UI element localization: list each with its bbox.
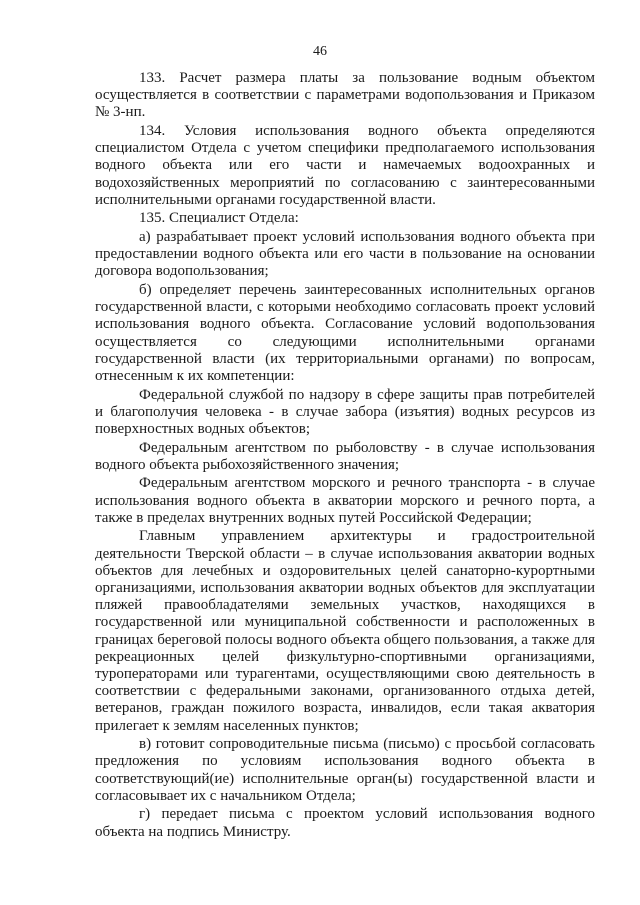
paragraph-133: 133. Расчет размера платы за пользование водным объектом осуществляется в соответствии с параметрами водопользования и Приказом № 3-нп. [95,70,595,121]
page-number: 46 [313,44,327,59]
paragraph-consumer-protection: Федеральной службой по надзору в сфере защиты прав потребителей и благополучия человека - в случае забора (изъятия) водных ресурсов из поверхностных водных объектов; [95,386,595,438]
paragraph-134: 134. Условия использования водного объекта определяются специалистом Отдела с учетом специфики предполагаемого использования водного объекта или его части и намечаемых водоохранных и водохозяйственных мероприятий по согласованию с заинтересованными исполнительными органами государственной власти. [95,123,595,208]
paragraph-135-g: г) передает письма с проектом условий использования водного объекта на подпись Министру. [95,806,595,840]
paragraph-135-b: б) определяет перечень заинтересованных исполнительных органов государственной власти, с которыми необходимо согласовать проект условий использования водного объекта. Согласование условий водопользования осуществляется со следующими исполнительными органами государственной власти (их территориальными органами) по вопросам, отнесенным к их компетенции: [95,282,595,385]
document-body [95,70,595,842]
paragraph-135-v: в) готовит сопроводительные письма (письмо) с просьбой согласовать предложения по условиям использования водного объекта в соответствующий(ие) исполнительные орган(ы) государственной власти и согласовывает их с начальником Отдела; [95,736,595,804]
paragraph-135: 135. Специалист Отдела: [139,210,299,227]
paragraph-architecture: Главным управлением архитектуры и градостроительной деятельности Тверской области – в случае использования акватории водных объектов для лечебных и оздоровительных целей санаторно-курортными организациями, использования акватории водных объектов для эксплуатации пляжей правообладателями земельных участков, находящихся в государственной или муниципальной собственности и расположенных в границах береговой полосы водного объекта общего пользования, а также для рекреационных целей физкультурно-спортивными организациями, туроператорами или турагентами, осуществляющими свою деятельность в соответствии с федеральными законами, организованного отдыха детей, ветеранов, граждан пожилого возраста, инвалидов, если такая акватория прилегает к землям населенных пунктов; [95,528,595,734]
paragraph-fishery: Федеральным агентством по рыболовству - в случае использования водного объекта рыбохозяйственного значения; [95,439,595,473]
paragraph-135-a: а) разрабатывает проект условий использования водного объекта при предоставлении водного объекта или его части в пользование на основании договора водопользования; [95,229,595,280]
paragraph-transport: Федеральным агентством морского и речного транспорта - в случае использования водного объекта в акватории морского и речного порта, а также в пределах внутренних водных путей Российской Федерации; [95,475,595,526]
